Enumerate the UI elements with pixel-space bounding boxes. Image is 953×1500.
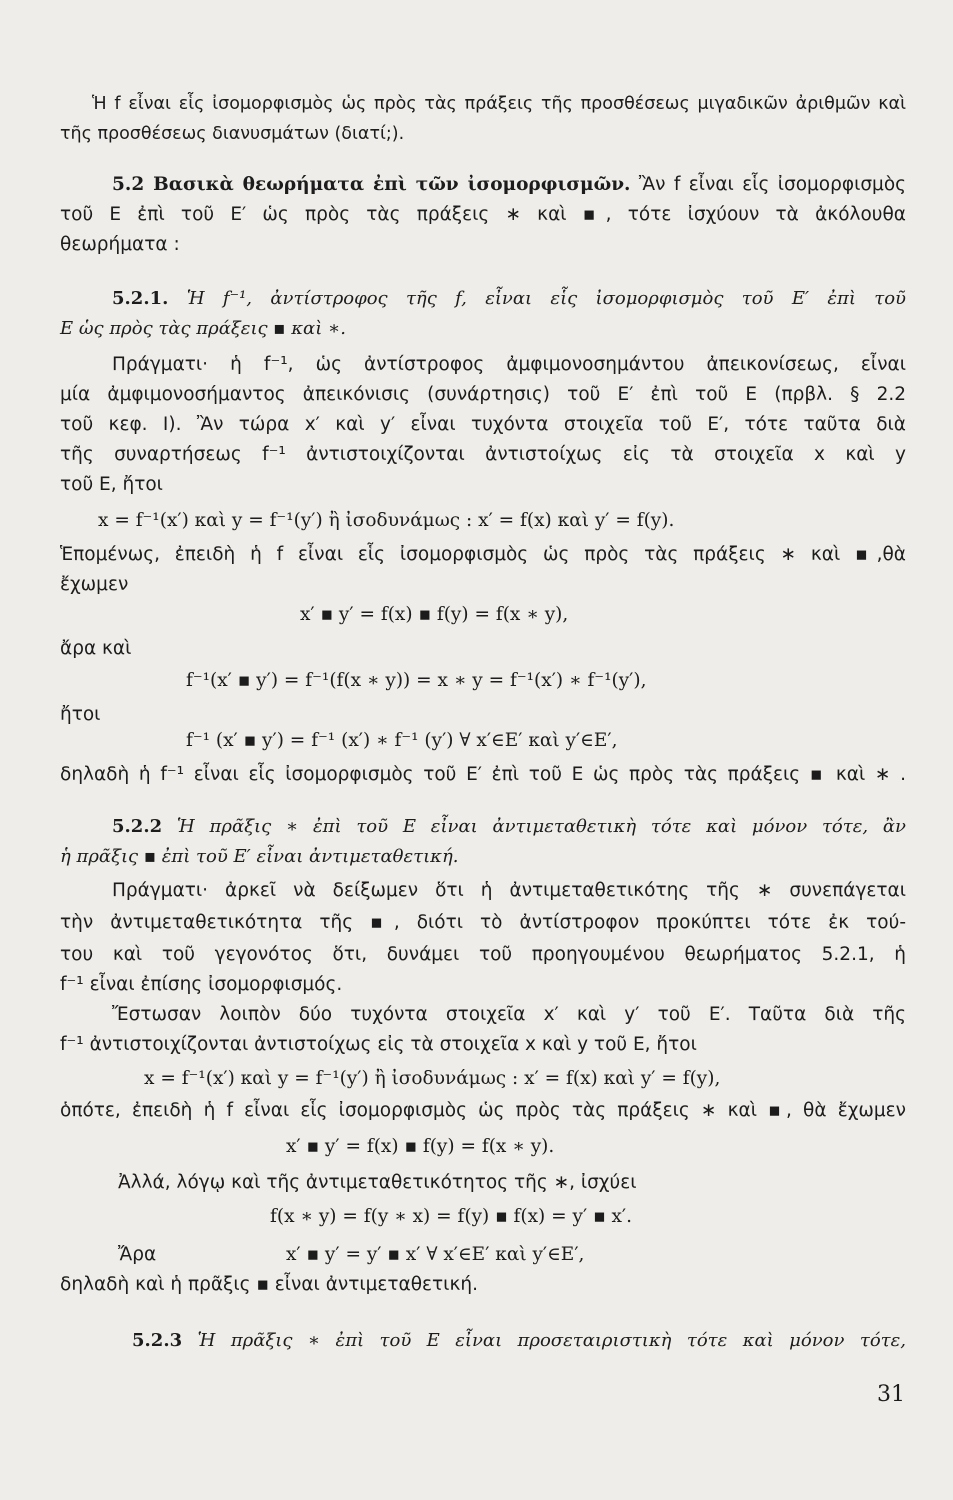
proof-5-2-2-line1: Πράγματι· ἀρκεῖ νὰ δείξωμεν ὅτι ἡ ἀντιμεταθετικότης τῆς ∗ συνεπάγεται xyxy=(112,880,906,901)
proof-5-2-1-that-is: ἤτοι xyxy=(60,704,101,725)
proof-5-2-2-line6: f⁻¹ ἀντιστοιχίζονται ἀντιστοίχως εἰς τὰ στοιχεῖα x καὶ y τοῦ Ε, ἤτοι xyxy=(60,1034,697,1055)
section-5-2-heading xyxy=(112,176,906,195)
equation-inverse-chain: f⁻¹(x′ ▪ y′) = f⁻¹(f(x ∗ y)) = x ∗ y = f⁻¹(x′) ∗ f⁻¹(y′), xyxy=(186,670,647,691)
proof-5-2-2-line7: ὁπότε, ἐπειδὴ ἡ f εἶναι εἷς ἰσομορφισμὸς ὡς πρὸς τὰς πράξεις ∗ καὶ ▪, θὰ ἔχωμεν xyxy=(60,1100,906,1121)
theorem-5-2-1-number: 5.2.1. xyxy=(112,288,169,309)
proof-5-2-2-hence: Ἄρα xyxy=(118,1244,157,1265)
equation-commutative-result: x′ ▪ y′ = y′ ▪ x′ ∀ x′∈Ε′ καὶ y′∈Ε′, xyxy=(286,1244,585,1265)
theorem-5-2-2 xyxy=(112,818,906,836)
section-5-2-title: 5.2 Βασικὰ θεωρήματα ἐπὶ τῶν ἰσομορφισμῶν. xyxy=(112,174,631,195)
proof-5-2-2-line8: Ἀλλά, λόγῳ καὶ τῆς ἀντιμεταθετικότητος τῆς ∗, ἰσχύει xyxy=(118,1172,637,1193)
equation-product-image-2: x′ ▪ y′ = f(x) ▪ f(y) = f(x ∗ y). xyxy=(286,1136,555,1157)
page-number: 31 xyxy=(877,1382,905,1407)
proof-5-2-1-line3: τοῦ κεφ. I). Ἂν τώρα x′ καὶ y′ εἶναι τυχόντα στοιχεῖα τοῦ Ε′, τότε ταῦτα διὰ xyxy=(60,414,906,435)
proof-5-2-1-line7: ἔχωμεν xyxy=(60,574,129,595)
equation-inverse-map-2: x = f⁻¹(x′) καὶ y = f⁻¹(y′) ἢ ἰσοδυνάμως : x′ = f(x) καὶ y′ = f(y), xyxy=(144,1068,721,1089)
theorem-5-2-3-statement: Ἡ πρᾶξις ∗ ἐπὶ τοῦ Ε εἶναι προσεταιριστικὴ τότε καὶ μόνον τότε, xyxy=(182,1330,906,1351)
proof-5-2-1-conclusion: δηλαδὴ ἡ f⁻¹ εἶναι εἷς ἰσομορφισμὸς τοῦ Ε′ ἐπὶ τοῦ Ε ὡς πρὸς τὰς πράξεις ▪ καὶ ∗ . xyxy=(60,764,906,785)
line-theorems-label: θεωρήματα : xyxy=(60,234,180,255)
proof-5-2-2-conclusion: δηλαδὴ καὶ ἡ πρᾶξις ▪ εἶναι ἀντιμεταθετική. xyxy=(60,1274,478,1295)
proof-5-2-1-line4: τῆς συναρτήσεως f⁻¹ ἀντιστοιχίζονται ἀντιστοίχως εἰς τὰ στοιχεῖα x καὶ y xyxy=(60,444,906,465)
equation-inverse-hom: f⁻¹ (x′ ▪ y′) = f⁻¹ (x′) ∗ f⁻¹ (y′) ∀ x′∈Ε′ καὶ y′∈Ε′, xyxy=(186,730,618,751)
theorem-5-2-2-number: 5.2.2 xyxy=(112,816,163,837)
theorem-5-2-2-cont: ἡ πρᾶξις ▪ ἐπὶ τοῦ Ε′ εἶναι ἀντιμεταθετική. xyxy=(60,846,459,867)
proof-5-2-1-line5: τοῦ Ε, ἤτοι xyxy=(60,474,163,495)
proof-5-2-1-therefore: ἄρα καὶ xyxy=(60,638,132,659)
proof-5-2-1-line1: Πράγματι· ἡ f⁻¹, ὡς ἀντίστροφος ἀμφιμονοσημάντου ἀπεικονίσεως, εἶναι xyxy=(112,354,906,375)
proof-5-2-1-line2: μία ἀμφιμονοσήμαντος ἀπεικόνισις (συνάρτησις) τοῦ Ε′ ἐπὶ τοῦ Ε (πρβλ. § 2.2 xyxy=(60,384,906,405)
theorem-5-2-2-statement: Ἡ πρᾶξις ∗ ἐπὶ τοῦ Ε εἶναι ἀντιμεταθετικὴ τότε καὶ μόνον τότε, ἂν xyxy=(162,816,906,837)
section-5-2-intro: Ἂν f εἶναι εἷς ἰσομορφισμὸς xyxy=(630,174,906,195)
theorem-5-2-1-statement: Ἡ f⁻¹, ἀντίστροφος τῆς f, εἶναι εἷς ἰσομορφισμὸς τοῦ Ε′ ἐπὶ τοῦ xyxy=(168,288,906,309)
equation-commute: f(x ∗ y) = f(y ∗ x) = f(y) ▪ f(x) = y′ ▪ x′. xyxy=(270,1206,633,1227)
equation-inverse-map: x = f⁻¹(x′) καὶ y = f⁻¹(y′) ἢ ἰσοδυνάμως : x′ = f(x) καὶ y′ = f(y). xyxy=(98,510,675,531)
equation-product-image: x′ ▪ y′ = f(x) ▪ f(y) = f(x ∗ y), xyxy=(300,604,569,625)
proof-5-2-2-line4: f⁻¹ εἶναι ἐπίσης ἰσομορφισμός. xyxy=(60,974,343,995)
theorem-5-2-1-cont: Ε ὡς πρὸς τὰς πράξεις ▪ καὶ ∗. xyxy=(60,318,346,339)
theorem-5-2-1 xyxy=(112,290,906,308)
theorem-5-2-3 xyxy=(132,1332,906,1350)
proof-5-2-1-line6: Ἑπομένως, ἐπειδὴ ἡ f εἶναι εἷς ἰσομορφισμὸς ὡς πρὸς τὰς πράξεις ∗ καὶ ▪,θὰ xyxy=(60,544,906,565)
theorem-5-2-3-number: 5.2.3 xyxy=(132,1330,183,1351)
line-vector-addition: τῆς προσθέσεως διανυσμάτων (διατί;). xyxy=(60,124,405,144)
proof-5-2-2-line5: Ἔστωσαν λοιπὸν δύο τυχόντα στοιχεῖα x′ καὶ y′ τοῦ Ε′. Ταῦτα διὰ τῆς xyxy=(112,1004,906,1025)
line-section-5-2-cont: τοῦ Ε ἐπὶ τοῦ Ε′ ὡς πρὸς τὰς πράξεις ∗ καὶ ▪, τότε ἰσχύουν τὰ ἀκόλουθα xyxy=(60,204,906,225)
proof-5-2-2-line3: του καὶ τοῦ γεγονότος ὅτι, δυνάμει τοῦ προηγουμένου θεωρήματος 5.2.1, ἡ xyxy=(60,944,906,965)
line-isomorphism-intro: Ἡ f εἶναι εἷς ἰσομορφισμὸς ὡς πρὸς τὰς πράξεις τῆς προσθέσεως μιγαδικῶν ἀριθμῶν καὶ xyxy=(92,94,906,114)
proof-5-2-2-line2: τὴν ἀντιμεταθετικότητα τῆς ▪, διότι τὸ ἀντίστροφον προκύπτει τότε ἐκ τού- xyxy=(60,912,906,933)
